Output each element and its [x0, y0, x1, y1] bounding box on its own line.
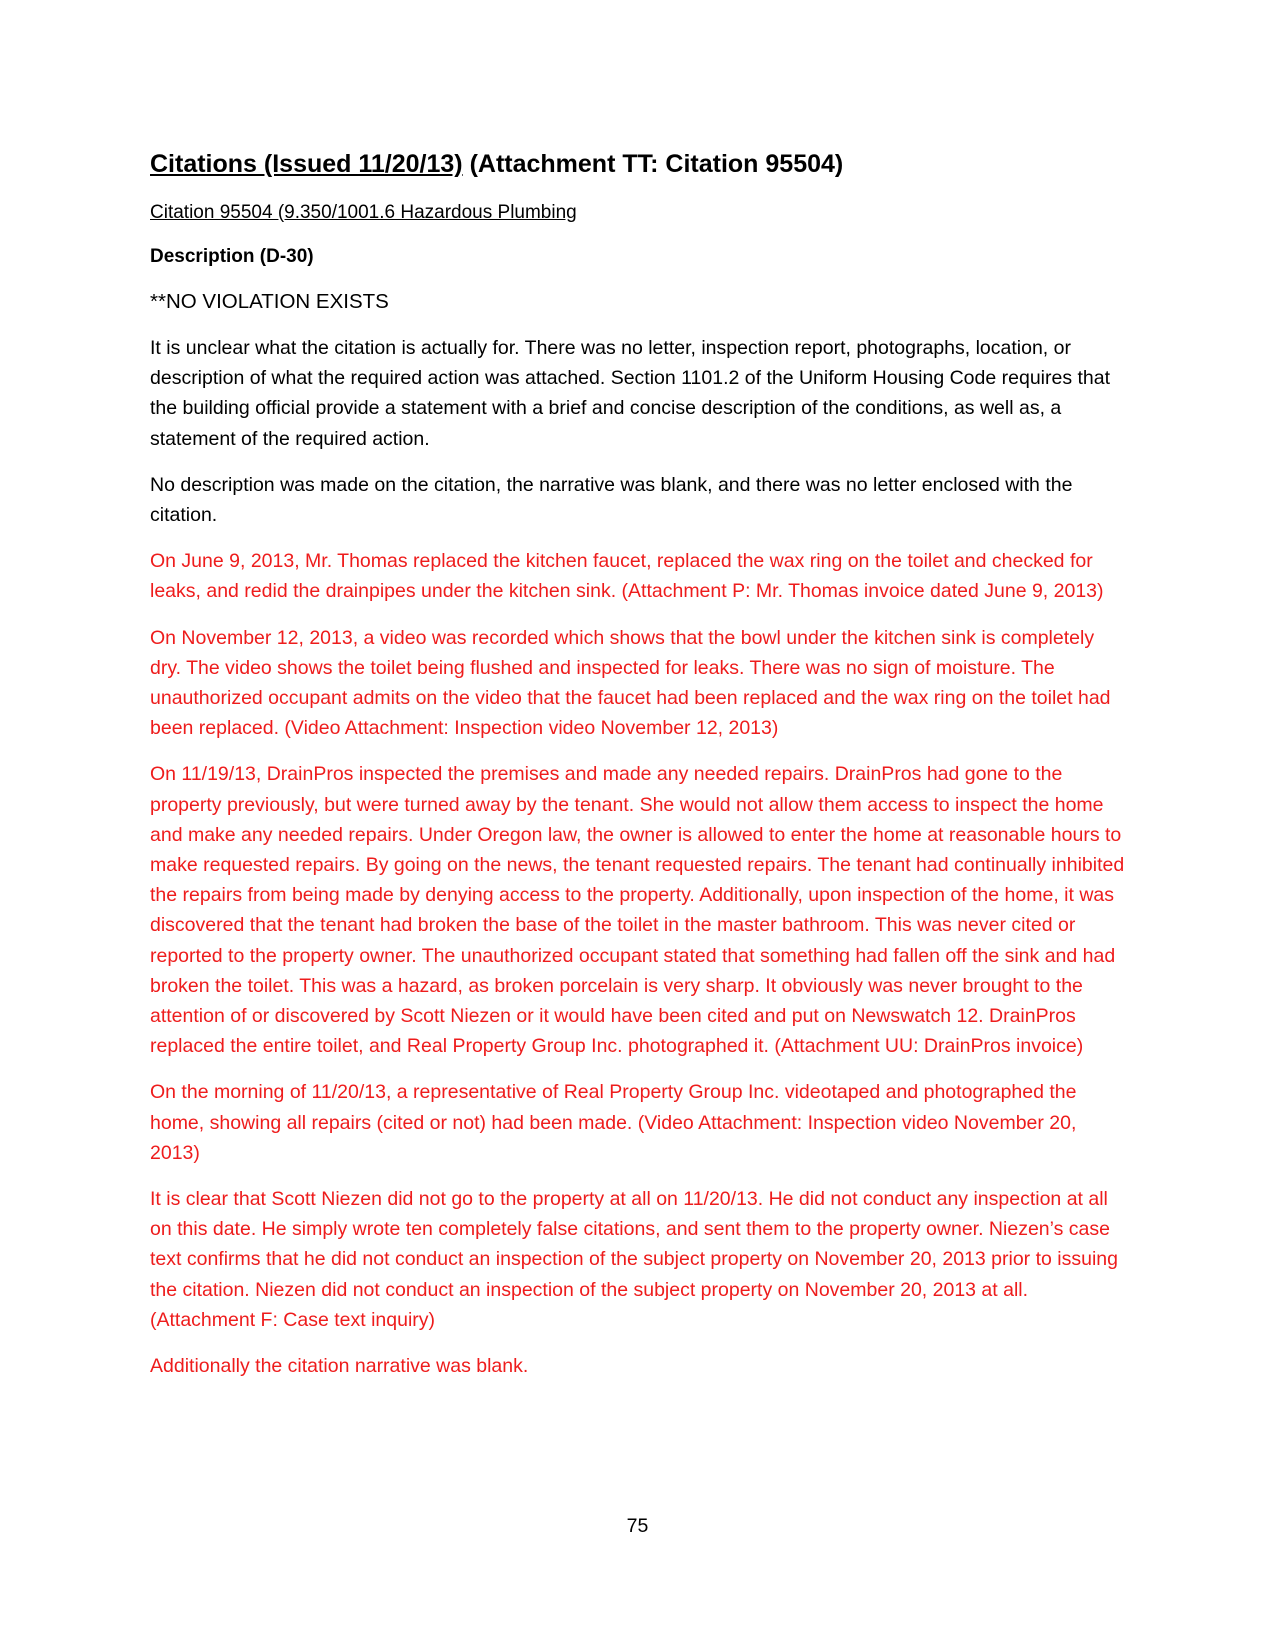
paragraph-november-video: On November 12, 2013, a video was recorded which shows that the bowl under the kitchen sink is completely dry. The video shows the toilet being flushed and inspected for leaks. There was no sign of moisture. The unauthorized occupant admits on the video that the faucet had been replaced and the wax ring on the toilet had been replaced. (Video Attachment: Inspection video November 12, 2013): [150, 626, 1111, 740]
paragraph-june-repairs: On June 9, 2013, Mr. Thomas replaced the kitchen faucet, replaced the wax ring on the toilet and checked for leaks, and redid the drainpipes under the kitchen sink. (Attachment P: Mr. Thomas invoice dated June 9, 2013): [150, 550, 1104, 603]
paragraph-no-inspection: It is clear that Scott Niezen did not go to the property at all on 11/20/13. He did not conduct any inspection at all on this date. He simply wrote ten completely false citations, and sent them to the property owner. Niezen’s case text confirms that he did not conduct an inspection of the subject property on November 20, 2013 prior to issuing the citation. Niezen did not conduct an inspection of the subject property on November 20, 2013 at all. (Attachment F: Case text inquiry): [150, 1188, 1118, 1331]
paragraph-unclear-citation: It is unclear what the citation is actually for. There was no letter, inspection report, photographs, location, or description of what the required action was attached. Section 1101.2 of the Uniform Housing Code requires that the building official provide a statement with a brief and concise description of the conditions, as well as, a statement of the required action.: [150, 337, 1111, 450]
document-body: [150, 148, 1130, 1397]
paragraph-drainpros: On 11/19/13, DrainPros inspected the premises and made any needed repairs. DrainPros had gone to the property previously, but were turned away by the tenant. She would not allow them access to inspect the home and make any needed repairs. Under Oregon law, the owner is allowed to enter the home at reasonable hours to make requested repairs. By going on the news, the tenant requested repairs. The tenant had continually inhibited the repairs from being made by denying access to the property. Additionally, upon inspection of the home, it was discovered that the tenant had broken the base of the toilet in the master bathroom. This was never cited or reported to the property owner. The unauthorized occupant stated that something had fallen off the sink and had broken the toilet. This was a hazard, as broken porcelain is very sharp. It obviously was never brought to the attention of or discovered by Scott Niezen or it would have been cited and put on Newswatch 12. DrainPros replaced the entire toilet, and Real Property Group Inc. photographed it. (Attachment UU: DrainPros invoice): [150, 763, 1125, 1058]
paragraph-narrative-blank: Additionally the citation narrative was blank.: [150, 1355, 529, 1378]
no-violation-statement: **NO VIOLATION EXISTS: [150, 290, 389, 313]
page-number: 75: [626, 1515, 649, 1537]
citation-subheading: Citation 95504 (9.350/1001.6 Hazardous Plumbing: [150, 202, 577, 223]
heading-underlined: Citations (Issued 11/20/13): [150, 150, 463, 178]
paragraph-morning-video: On the morning of 11/20/13, a representative of Real Property Group Inc. videotaped and photographed the home, showing all repairs (cited or not) had been made. (Video Attachment: Inspection video November 20, 2013): [150, 1081, 1077, 1164]
heading-attachment: (Attachment TT: Citation 95504): [462, 150, 844, 178]
page-heading: [150, 148, 1130, 180]
description-label: Description (D-30): [150, 246, 314, 267]
paragraph-no-description: No description was made on the citation, the narrative was blank, and there was no letter enclosed with the citation.: [150, 473, 1073, 527]
